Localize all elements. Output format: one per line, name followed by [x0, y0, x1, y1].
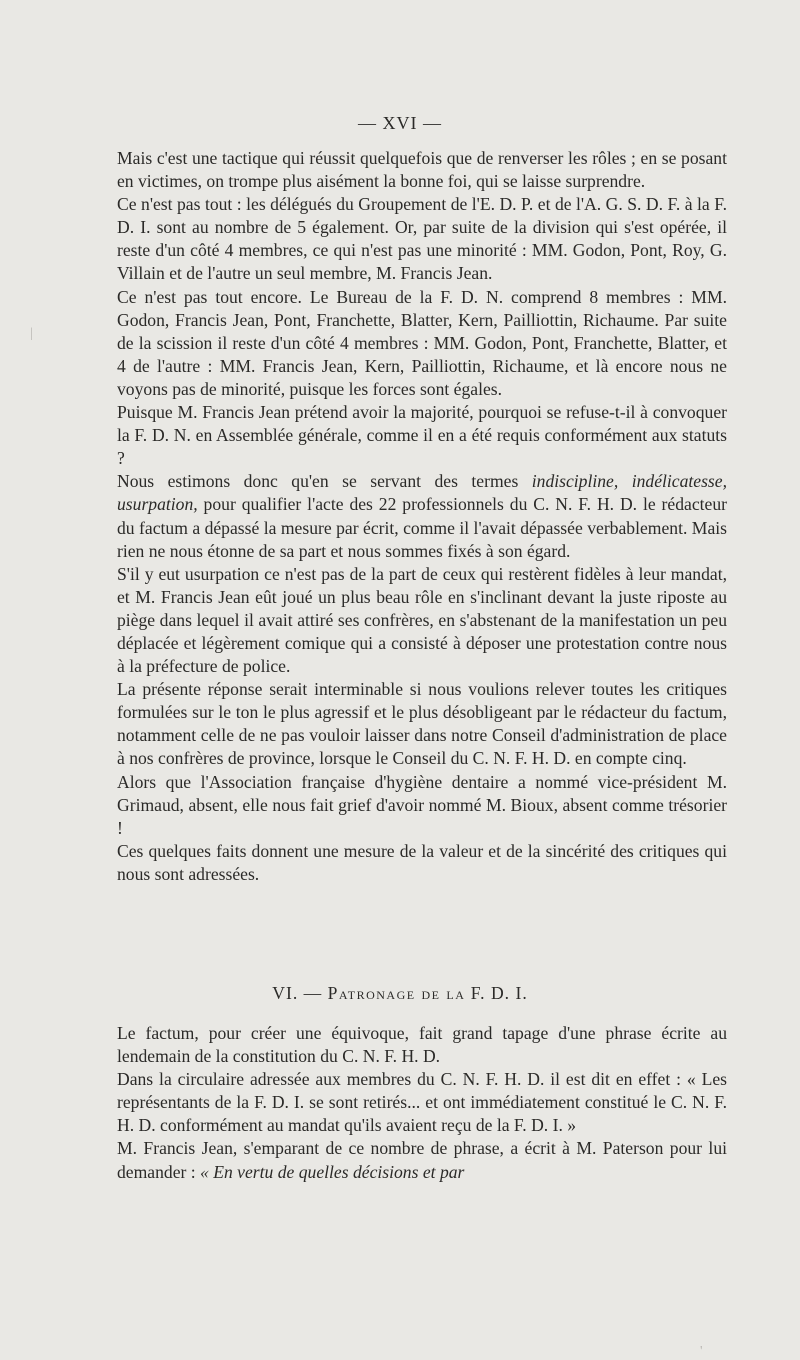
paragraph-with-italics	[117, 470, 727, 562]
paragraph: Ces quelques faits donnent une mesure de la valeur et de la sincérité des critiques qui nous sont adressées.	[117, 840, 727, 884]
paragraph: Dans la circulaire adressée aux membres du C. N. F. H. D. il est dit en effet : « Les représentants de la F. D. I. se sont retirés... et ont immédiatement constitué le C. N. F. H. D. conformément au mandat qu'ils avaient reçu de la F. D. I. »	[117, 1069, 727, 1136]
body-text-upper	[117, 147, 727, 886]
margin-mark: '	[700, 1344, 703, 1359]
body-text-lower	[117, 1022, 727, 1184]
paragraph: Mais c'est une tactique qui réussit quelquefois que de renverser les rôles ; en se posant en victimes, on trompe plus aisément la bonne foi, qui se laisse surprendre.	[117, 148, 727, 192]
section-title: Patronage de la	[327, 983, 466, 1003]
paragraph: Ce n'est pas tout encore. Le Bureau de la F. D. N. comprend 8 membres : MM. Godon, Francis Jean, Pont, Franchette, Blatter, Kern, Pailliottin, Richaume. Par suite de la scission il reste d'un côté 4 membres : MM. Godon, Pont, Franchette, Blatter, et 4 de l'autre : MM. Francis Jean, Kern, Pailliottin, Richaume, et là encore nous ne voyons pas de minorité, puisque les forces sont égales.	[117, 286, 727, 399]
paragraph: S'il y eut usurpation ce n'est pas de la part de ceux qui restèrent fidèles à leur mandat, et M. Francis Jean eût joué un plus beau rôle en s'inclinant devant la juste riposte au piège dans lequel il avait attiré ses confrères, en s'abstenant de la manifestation un peu déplacée et légèrement comique qui a consisté à déposer une protestation contre nous à la préfecture de police.	[117, 563, 727, 677]
paragraph-with-italics	[117, 1137, 727, 1183]
paragraph-text: Nous estimons donc qu'en se servant des termes	[117, 471, 532, 492]
margin-mark: |	[30, 326, 33, 341]
section-heading	[0, 983, 800, 1004]
paragraph: La présente réponse serait interminable si nous voulions relever toutes les critiques formulées sur le ton le plus agressif et le plus désobligeant par le rédacteur du factum, notamment celle de ne pas vouloir laisser dans notre Conseil d'administration de place à nos confrères de province, lorsque le Conseil du C. N. F. H. D. en compte cinq.	[117, 679, 727, 769]
paragraph-text: pour qualifier l'acte des 22 professionnels du C. N. F. H. D. le rédacteur du factum a dépassé la mesure par écrit, comme il l'avait dépassée verbablement. Mais rien ne nous étonne de sa part et nous sommes fixés à son égard.	[117, 494, 727, 561]
paragraph: Alors que l'Association française d'hygiène dentaire a nommé vice-président M. Grimaud, absent, elle nous fait grief d'avoir nommé M. Bioux, absent comme trésorier !	[117, 771, 727, 838]
paragraph: Ce n'est pas tout : les délégués du Groupement de l'E. D. P. et de l'A. G. S. D. F. à la F. D. I. sont au nombre de 5 également. Or, par suite de la division qui s'est opérée, il reste d'un côté 4 membres, ce qui n'est pas une minorité : MM. Godon, Pont, Roy, G. Villain et de l'autre un seul membre, M. Francis Jean.	[117, 194, 727, 284]
italic-quote: « En vertu de quelles décisions et par	[200, 1161, 465, 1182]
paragraph: Le factum, pour créer une équivoque, fait grand tapage d'une phrase écrite au lendemain de la constitution du C. N. F. H. D.	[117, 1023, 727, 1067]
section-suffix: F. D. I.	[470, 983, 528, 1003]
section-numeral: VI. —	[272, 983, 323, 1003]
paragraph: Puisque M. Francis Jean prétend avoir la majorité, pourquoi se refuse-t-il à convoquer la F. D. N. en Assemblée générale, comme il en a été requis conformément aux statuts ?	[117, 402, 727, 469]
page-number: — XVI —	[358, 113, 442, 133]
italic-terms: indiscipline, indélicatesse, usurpation,	[117, 471, 727, 515]
paragraph-text: M. Francis Jean, s'emparant de ce nombre de phrase, a écrit à M. Paterson pour lui demander :	[117, 1138, 727, 1182]
